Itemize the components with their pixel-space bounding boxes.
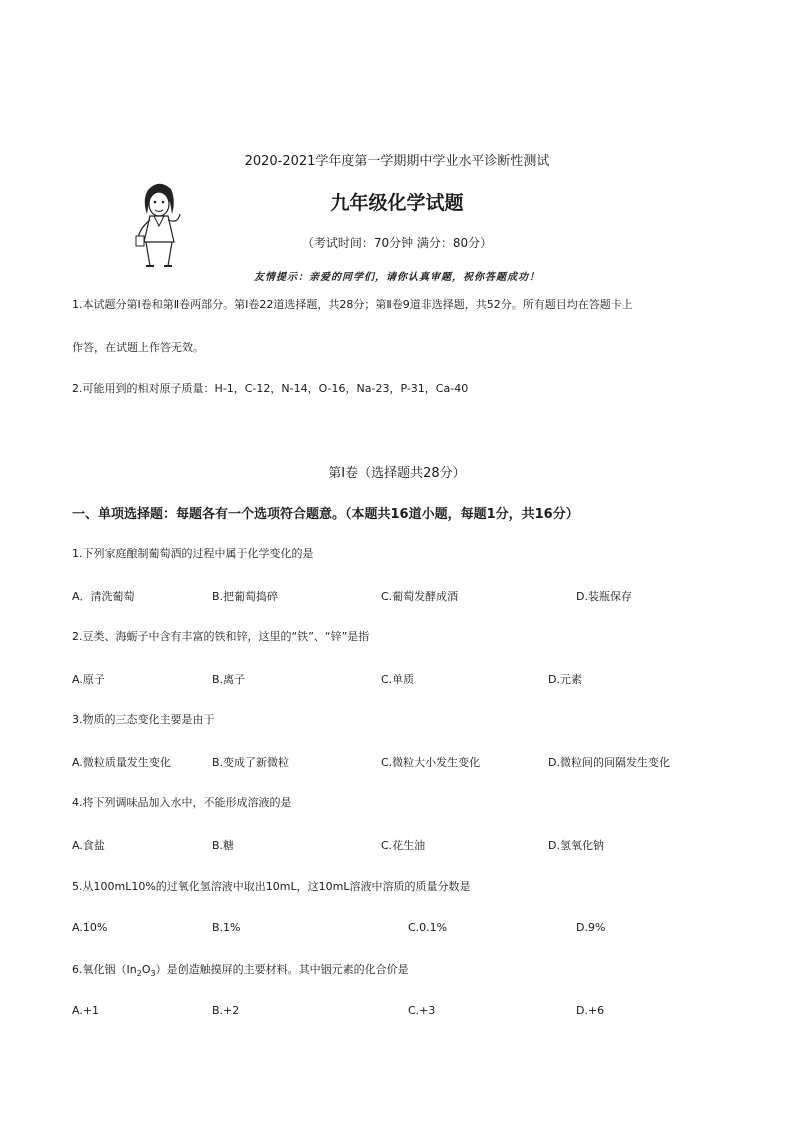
question-4-option-a: A.食盐: [72, 839, 105, 852]
part-heading: 一、单项选择题：每题各有一个选项符合题意。（本题共16道小题，每题1分，共16分）: [72, 507, 579, 522]
question-4-option-c: C.花生油: [381, 839, 426, 852]
exam-title: 九年级化学试题: [330, 192, 464, 214]
instruction-note-1: 1.本试题分第Ⅰ卷和第Ⅱ卷两部分。第Ⅰ卷22道选择题，共28分；第Ⅱ卷9道非选择题，共52分。所有题目均在答题卡上: [72, 298, 633, 311]
question-3-stem: 3.物质的三态变化主要是由于: [72, 713, 215, 726]
section-title: 第Ⅰ卷（选择题共28分）: [328, 466, 466, 481]
question-6-stem-mid: O: [141, 963, 151, 976]
question-6-option-b: B.+2: [212, 1004, 240, 1017]
question-5-option-d: D.9%: [576, 921, 606, 934]
question-5-stem: 5.从100mL10%的过氧化氢溶液中取出10mL，这10mL溶液中溶质的质量分数是: [72, 880, 471, 893]
question-6-option-d: D.+6: [576, 1004, 605, 1017]
question-1-option-b: B.把葡萄捣碎: [212, 590, 279, 603]
instruction-note-1-cont: 作答，在试题上作答无效。: [72, 341, 204, 354]
question-6-stem-end: ）是创造触摸屏的主要材料。其中铟元素的化合价是: [155, 963, 409, 976]
exam-header: 2020-2021学年度第一学期期中学业水平诊断性测试: [244, 154, 550, 169]
question-2-option-c: C.单质: [381, 673, 415, 686]
question-3-option-a: A.微粒质量发生变化: [72, 756, 171, 769]
question-4-option-d: D.氢氧化钠: [548, 839, 604, 852]
question-2-option-d: D.元素: [548, 673, 582, 686]
question-6-stem-start: 6.氧化铟（In: [72, 963, 137, 976]
question-6-subscript-2: 3: [150, 969, 156, 979]
question-4-stem: 4.将下列调味品加入水中，不能形成溶液的是: [72, 796, 292, 809]
question-3-option-d: D.微粒间的间隔发生变化: [548, 756, 670, 769]
question-1-option-d: D.装瓶保存: [576, 590, 632, 603]
question-6-option-c: C.+3: [408, 1004, 436, 1017]
question-6-subscript-1: 2: [136, 969, 142, 979]
question-1-option-c: C.葡萄发酵成酒: [381, 590, 459, 603]
friendly-tip: 友情提示：亲爱的同学们，请你认真审题，祝你答题成功！: [254, 272, 540, 283]
instruction-note-2: 2.可能用到的相对原子质量：H-1，C-12，N-14，O-16，Na-23，P-31，Ca-40: [72, 382, 469, 395]
question-6-option-a: A.+1: [72, 1004, 100, 1017]
question-4-option-b: B.糖: [212, 839, 235, 852]
question-5-option-a: A.10%: [72, 921, 108, 934]
question-2-option-b: B.离子: [212, 673, 246, 686]
question-3-option-b: B.变成了新微粒: [212, 756, 290, 769]
question-2-stem: 2.豆类、海蛎子中含有丰富的铁和锌，这里的“铁”、“锌”是指: [72, 630, 370, 643]
question-6-stem: [72, 961, 409, 978]
question-5-option-b: B.1%: [212, 921, 241, 934]
question-3-option-c: C.微粒大小发生变化: [381, 756, 481, 769]
question-1-stem: 1.下列家庭酿制葡萄酒的过程中属于化学变化的是: [72, 547, 314, 560]
question-5-option-c: C.0.1%: [408, 921, 448, 934]
question-1-option-a: A．清洗葡萄: [72, 590, 135, 603]
exam-time-score: （考试时间：70分钟 满分：80分）: [301, 236, 493, 250]
question-2-option-a: A.原子: [72, 673, 105, 686]
